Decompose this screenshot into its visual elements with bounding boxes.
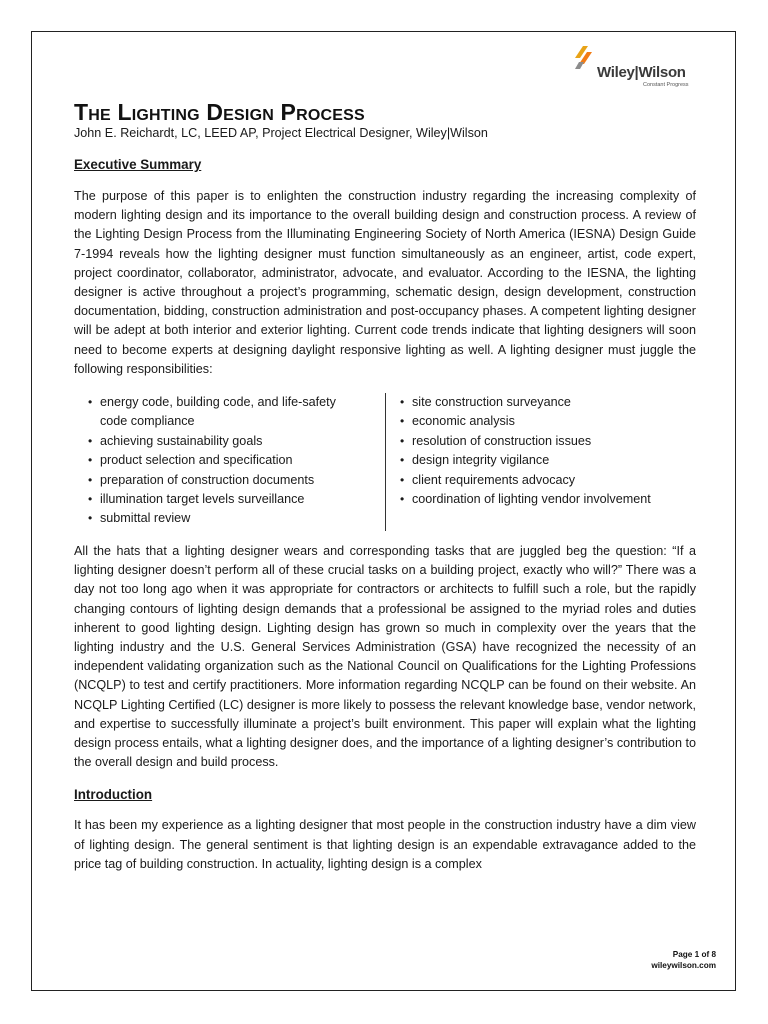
wiley-wilson-logo bbox=[571, 44, 701, 96]
page-number: Page 1 of 8 bbox=[672, 950, 716, 959]
author-line: John E. Reichardt, LC, LEED AP, Project Electrical Designer, Wiley|Wilson bbox=[74, 126, 488, 140]
bullet-icon: • bbox=[400, 453, 405, 468]
website-link[interactable]: wileywilson.com bbox=[651, 961, 716, 970]
bullet-icon: • bbox=[88, 492, 93, 507]
section-heading-executive-summary: Executive Summary bbox=[74, 157, 202, 172]
bullet-icon: • bbox=[400, 433, 405, 448]
executive-summary-paragraph-2: All the hats that a lighting designer wears and corresponding tasks that are juggled beg the question: “If a lighting designer doesn’t perform all of these crucial tasks on a building project, exactly who will?” There was a day not too long ago when it was appropriate for contractors or architects to fulfill such a role, but the rapidly changing contours of lighting design demands that a professional be assigned to the myriad roles and duties inherent to good lighting design. Lighting design has grown so much in complexity over the years that the lighting industry and the U.S. General Services Administration (GSA) have recognized the necessity of an independent validating organization such as the National Council on Qualifications for the Lighting Professions (NCQLP) to test and certify practitioners. More information regarding NCQLP can be found on their website. An NCQLP Lighting Certified (LC) designer is more likely to possess the relevant knowledge base, vendor network, and expertise to successfully illuminate a project’s built environment. This paper will explain what the lighting design process entails, what a lighting designer does, and the importance of a lighting designer’s contribution to the overall design and build process. bbox=[74, 544, 696, 770]
document-page bbox=[31, 31, 736, 991]
main-content bbox=[74, 98, 696, 874]
list-item: • achieving sustainability goals bbox=[88, 432, 350, 451]
bullet-icon: • bbox=[88, 395, 93, 410]
list-item: • submittal review bbox=[88, 509, 350, 528]
list-item: • energy code, building code, and life-safety code compliance bbox=[88, 395, 336, 429]
bullet-icon: • bbox=[400, 472, 405, 487]
column-divider bbox=[385, 393, 386, 531]
section-heading-introduction: Introduction bbox=[74, 787, 153, 803]
list-item: • site construction surveyance bbox=[400, 393, 696, 412]
page-footer bbox=[651, 949, 716, 971]
bullet-icon: • bbox=[88, 433, 93, 448]
list-item: • illumination target levels surveillance bbox=[88, 490, 350, 509]
bullet-icon: • bbox=[400, 414, 405, 429]
responsibilities-left-column bbox=[88, 393, 350, 529]
list-item: • economic analysis bbox=[400, 412, 696, 431]
responsibilities-right-column bbox=[400, 393, 696, 509]
bullet-icon: • bbox=[400, 492, 405, 507]
logo-tagline: Constant Progress bbox=[643, 82, 689, 88]
list-item: • preparation of construction documents bbox=[88, 471, 350, 490]
list-item: • coordination of lighting vendor involvement bbox=[400, 490, 696, 509]
list-item: • resolution of construction issues bbox=[400, 432, 696, 451]
page-title: The Lighting Design Process bbox=[74, 99, 365, 125]
bullet-icon: • bbox=[88, 472, 93, 487]
bullet-icon: • bbox=[400, 395, 405, 410]
list-item: • product selection and specification bbox=[88, 451, 350, 470]
logo-wordmark: Wiley|Wilson bbox=[597, 64, 686, 81]
list-item: • client requirements advocacy bbox=[400, 471, 696, 490]
bullet-icon: • bbox=[88, 453, 93, 468]
introduction-paragraph: It has been my experience as a lighting designer that most people in the construction industry have a dim view of lighting design. The general sentiment is that lighting design is an expendable extravagance added to the price tag of building construction. In actuality, lighting design is a complex bbox=[74, 818, 696, 871]
responsibilities-list bbox=[74, 393, 696, 531]
list-item: • design integrity vigilance bbox=[400, 451, 696, 470]
bullet-icon: • bbox=[88, 511, 93, 526]
executive-summary-paragraph-1: The purpose of this paper is to enlighten the construction industry regarding the increasing complexity of modern lighting design and its importance to the overall building design and construction process. A review of the Lighting Design Process from the Illuminating Engineering Society of North America (IESNA) Design Guide 7-1994 reveals how the lighting designer must function simultaneously as an engineer, artist, code expert, project coordinator, collaborator, administrator, advocate, and evaluator. According to the IESNA, the lighting designer is active throughout a project’s programming, schematic design, design development, construction documentation, bidding, construction administration and post-occupancy phases. A competent lighting designer will be adept at both interior and exterior lighting. Current code trends indicate that lighting designers will soon need to become experts at designing daylight responsive lighting as well. A lighting designer must juggle the following responsibilities: bbox=[74, 189, 696, 376]
